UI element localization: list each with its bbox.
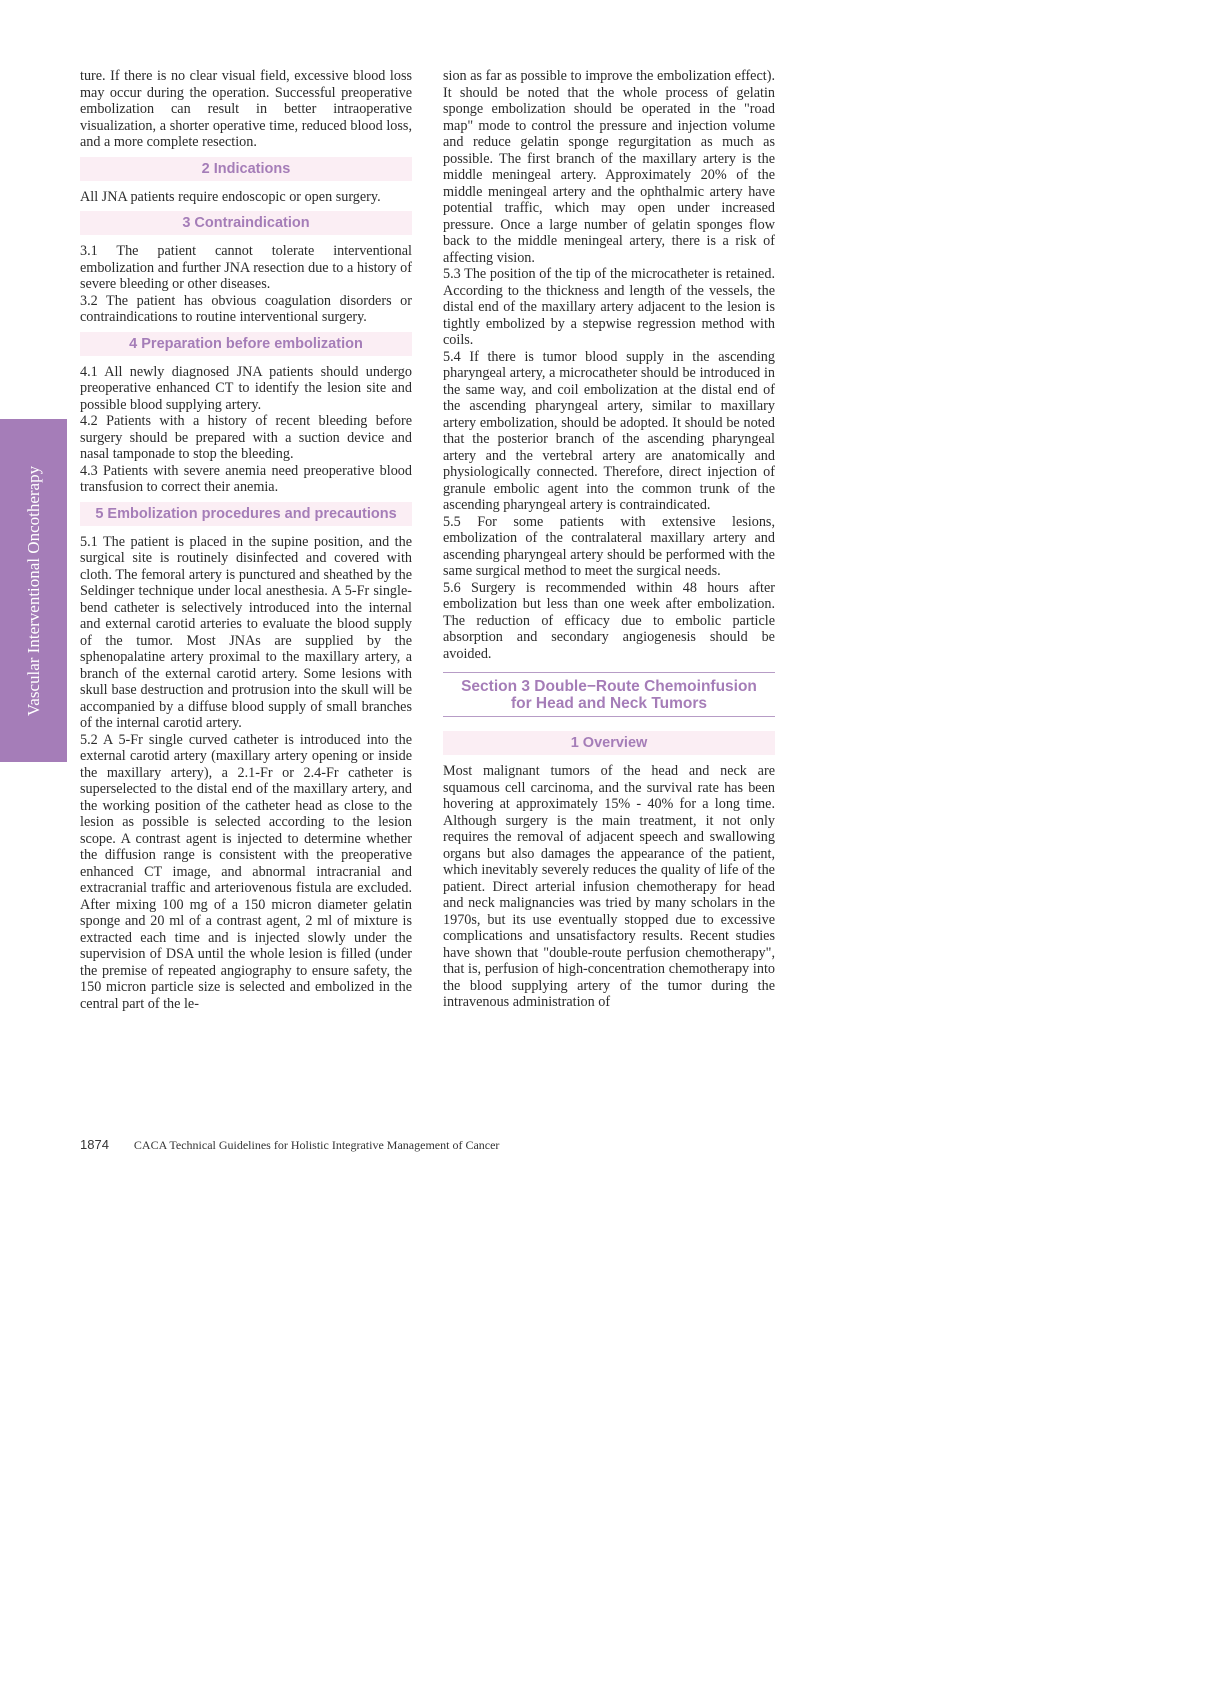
side-tab (0, 419, 67, 762)
section-title-line-2: for Head and Neck Tumors (510, 695, 708, 712)
heading-contraindication: 3 Contraindication (80, 211, 412, 235)
heading-indications: 2 Indications (80, 157, 412, 181)
paragraph-intro: ture. If there is no clear visual field, excessive blood loss may occur during the operation. Successful preoperative embolization can result in better intraoperative visualization, a shorter operative time, reduced blood loss, and a more complete resection. (80, 68, 412, 150)
paragraph-3-2: 3.2 The patient has obvious coagulation disorders or contraindications to routine interventional surgery. (80, 292, 412, 325)
paragraph-5-5: 5.5 For some patients with extensive lesions, embolization of the contralateral maxillary artery and ascending pharyngeal artery should be performed with the same surgical method to meet the surgical needs. (443, 513, 775, 579)
paragraph-5-2: 5.2 A 5-Fr single curved catheter is introduced into the external carotid artery (maxillary artery opening or inside the maxillary artery), a 2.1-Fr or 2.4-Fr catheter is superselected to the distal end of the maxillary artery, and the working position of the catheter head as close to the lesion as possible is selected according to the lesion scope. A contrast agent is injected to determine whether the diffusion range is consistent with the preoperative enhanced CT image, and abnormal intracranial and extracranial traffic and arteriovenous fistula are excluded. After mixing 100 mg of a 150 micron diameter gelatin sponge and 20 ml of a contrast agent, 2 ml of mixture is extracted each time and is injected slowly under the supervision of DSA until the whole lesion is filled (under the premise of repeated angiography to ensure safety, the 150 micron particle size is selected and embolized in the central part of the le- (80, 731, 412, 1012)
paragraph-4-3: 4.3 Patients with severe anemia need preoperative blood transfusion to correct their anemia. (80, 462, 412, 495)
paragraph-indications: All JNA patients require endoscopic or open surgery. (80, 188, 381, 205)
right-column (443, 68, 775, 1011)
section-title-line-1: Section 3 Double−Route Chemoinfusion (461, 678, 757, 695)
section-title (443, 672, 775, 717)
paragraph-3-1: 3.1 The patient cannot tolerate interventional embolization and further JNA resection due to a history of severe bleeding or other diseases. (80, 243, 412, 292)
paragraph-continued: sion as far as possible to improve the embolization effect). It should be noted that the whole process of gelatin sponge embolization should be operated in the "road map" mode to control the pressure and injection volume and reduce gelatin sponge regurgitation as much as possible. The first branch of the maxillary artery is the middle meningeal artery. Approximately 20% of the middle meningeal artery and the ophthalmic artery have potential traffic, which may open under increased pressure. Once a large number of gelatin sponges flow back to the middle meningeal artery, there is a risk of affecting vision. (443, 68, 775, 266)
paragraph-5-1: 5.1 The patient is placed in the supine position, and the surgical site is routinely disinfected and covered with cloth. The femoral artery is punctured and sheathed by the Seldinger technique under local anesthesia. A 5-Fr single-bend catheter is selectively introduced into the internal and external carotid arteries to evaluate the blood supply of the tumor. Most JNAs are supplied by the sphenopalatine artery proximal to the maxillary artery, a branch of the external carotid artery. Some lesions with skull base destruction and protrusion into the skull will be accompanied by a diffuse blood supply of small branches of the internal carotid artery. (80, 533, 412, 731)
page-number: 1874 (80, 1137, 109, 1152)
footer-title: CACA Technical Guidelines for Holistic Integrative Management of Cancer (133, 1138, 500, 1152)
left-column (80, 68, 412, 1012)
paragraph-5-3: 5.3 The position of the tip of the microcatheter is retained. According to the thickness and length of the vessels, the distal end of the maxillary artery adjacent to the lesion is tightly embolized by a stepwise regression method with coils. (443, 266, 775, 348)
side-tab-label: Vascular Interventional Oncotherapy (23, 465, 43, 716)
heading-overview: 1 Overview (443, 731, 775, 755)
paragraph-overview: Most malignant tumors of the head and neck are squamous cell carcinoma, and the survival rate has been hovering at approximately 15% - 40% for a long time. Although surgery is the main treatment, it not only requires the removal of adjacent speech and swallowing organs but also damages the appearance of the patient, which inevitably severely reduces the quality of life of the patient. Direct arterial infusion chemotherapy for head and neck malignancies was tried by many scholars in the 1970s, but its use eventually stopped due to excessive complications and unsatisfactory results. Recent studies have shown that "double-route perfusion chemotherapy", that is, perfusion of high-concentration chemotherapy into the blood supplying artery of the tumor during the intravenous administration of (443, 763, 775, 1010)
paragraph-4-2: 4.2 Patients with a history of recent bleeding before surgery should be prepared with a suction device and nasal tamponade to stop the bleeding. (80, 413, 412, 462)
page-footer (80, 1137, 499, 1153)
paragraph-5-6: 5.6 Surgery is recommended within 48 hours after embolization but less than one week after embolization. The reduction of efficacy due to embolic particle absorption and secondary angiogenesis should be avoided. (443, 579, 775, 662)
heading-preparation: 4 Preparation before embolization (80, 332, 412, 356)
heading-procedures: 5 Embolization procedures and precautions (80, 502, 412, 526)
paragraph-5-4: 5.4 If there is tumor blood supply in the ascending pharyngeal artery, a microcatheter should be introduced in the same way, and coil embolization at the distal end of the ascending pharyngeal artery, similar to maxillary artery embolization, should be adopted. It should be noted that the posterior branch of the ascending pharyngeal artery and the vertebral artery are anatomically and physiologically connected. Therefore, direct injection of granule embolic agent into the common trunk of the ascending pharyngeal artery is contraindicated. (443, 348, 775, 513)
paragraph-4-1: 4.1 All newly diagnosed JNA patients should undergo preoperative enhanced CT to identify the lesion site and possible blood supplying artery. (80, 363, 412, 413)
